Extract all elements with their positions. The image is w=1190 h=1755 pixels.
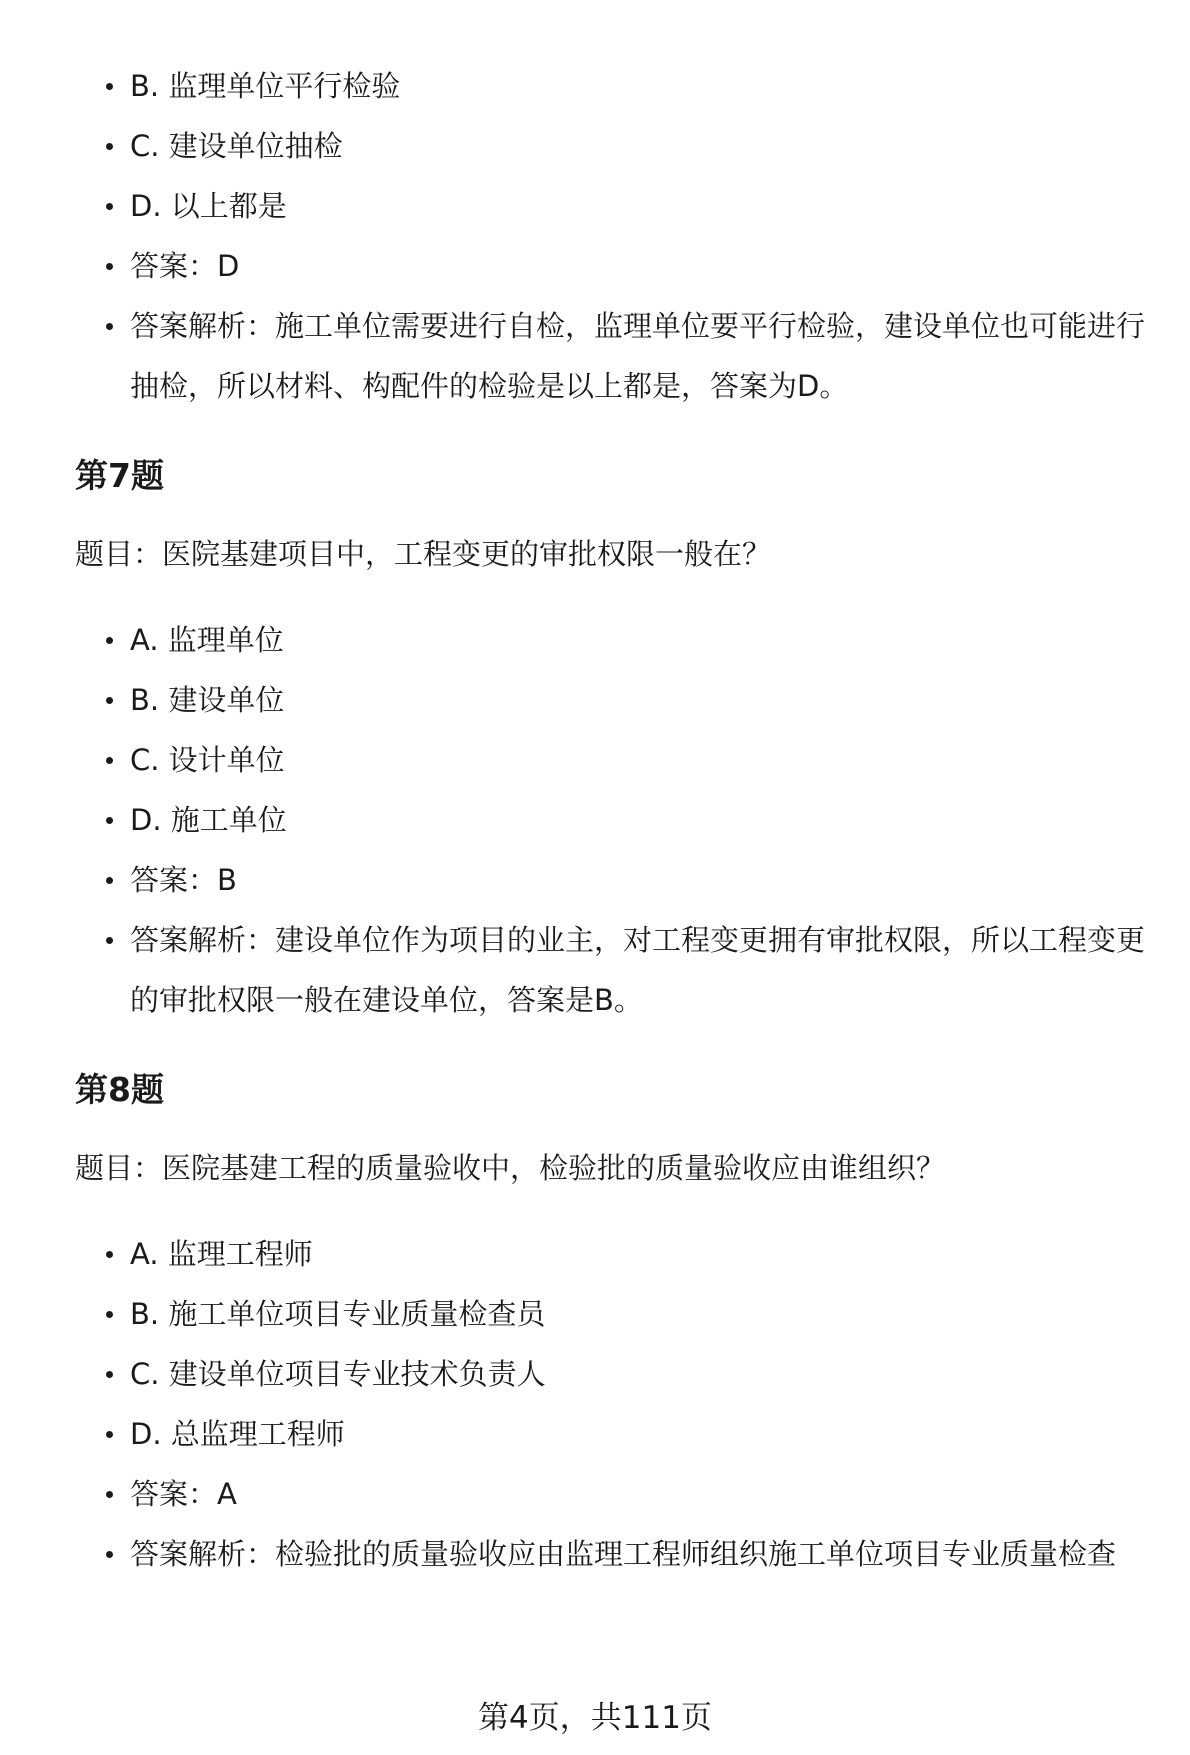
answer: 答案：D (75, 236, 1165, 296)
question-7-heading: 第7题 (75, 456, 164, 495)
option-a: A. 监理工程师 (75, 1224, 1165, 1284)
option-c: C. 建设单位项目专业技术负责人 (75, 1344, 1165, 1404)
option-c: C. 设计单位 (75, 730, 1165, 790)
question-8-heading: 第8题 (75, 1070, 164, 1109)
answer-explanation: 答案解析：检验批的质量验收应由监理工程师组织施工单位项目专业质量检查 (75, 1524, 1165, 1584)
option-b: B. 监理单位平行检验 (75, 56, 1165, 116)
answer: 答案：B (75, 850, 1165, 910)
option-b: B. 施工单位项目专业质量检查员 (75, 1284, 1165, 1344)
option-d: D. 以上都是 (75, 176, 1165, 236)
question-8-text: 题目：医院基建工程的质量验收中，检验批的质量验收应由谁组织？ (75, 1151, 946, 1185)
option-d: D. 施工单位 (75, 790, 1165, 850)
answer-explanation: 答案解析：施工单位需要进行自检，监理单位要平行检验，建设单位也可能进行抽检，所以材料、构配件的检验是以上都是，答案为D。 (75, 296, 1165, 416)
answer: 答案：A (75, 1464, 1165, 1524)
answer-explanation: 答案解析：建设单位作为项目的业主，对工程变更拥有审批权限，所以工程变更的审批权限一般在建设单位，答案是B。 (75, 910, 1165, 1030)
question-7-options (75, 610, 1165, 1030)
option-a: A. 监理单位 (75, 610, 1165, 670)
page-content (75, 56, 1165, 1584)
question-8-options (75, 1224, 1165, 1584)
option-d: D. 总监理工程师 (75, 1404, 1165, 1464)
option-c: C. 建设单位抽检 (75, 116, 1165, 176)
question-7-text: 题目：医院基建项目中，工程变更的审批权限一般在？ (75, 537, 772, 571)
page-number-footer: 第4页，共111页 (478, 1700, 712, 1736)
option-b: B. 建设单位 (75, 670, 1165, 730)
prev-question-options (75, 56, 1165, 416)
